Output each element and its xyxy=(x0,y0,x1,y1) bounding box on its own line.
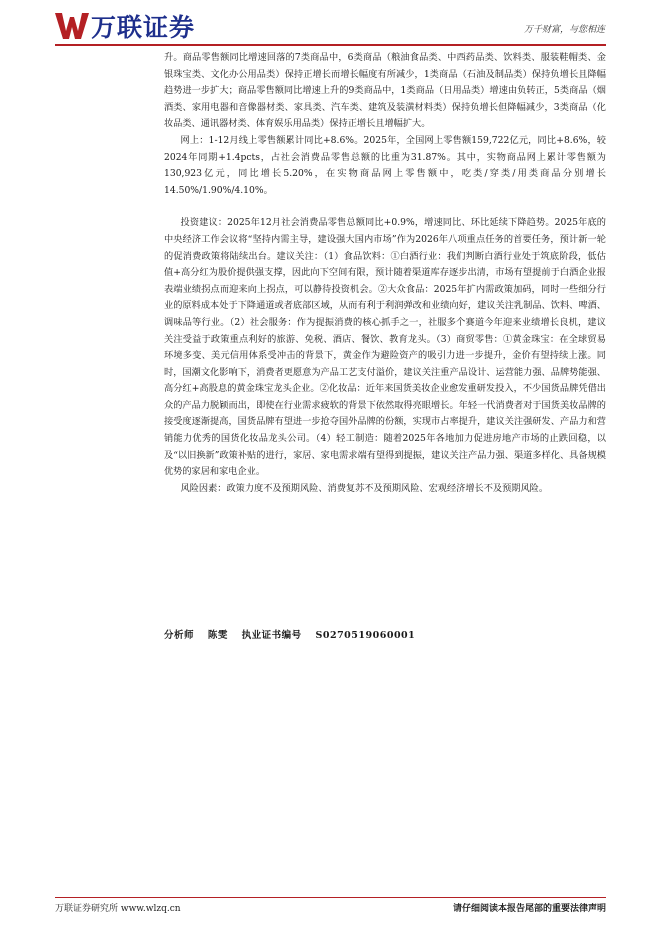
header-divider xyxy=(55,44,606,46)
paragraph-spacer xyxy=(164,199,606,215)
company-name: 万联证券 xyxy=(91,13,196,42)
footer-disclaimer: 请仔细阅读本报告尾部的重要法律声明 xyxy=(452,904,606,914)
company-logo xyxy=(55,10,195,42)
analyst-role-label: 分析师 xyxy=(164,630,195,641)
analyst-name: 陈雯 xyxy=(207,630,228,641)
analyst-cert-label: 执业证书编号 xyxy=(241,630,302,641)
report-body xyxy=(164,50,606,497)
paragraph-risk-factors: 风险因素：政策力度不及预期风险、消费复苏不及预期风险、宏观经济增长不及预期风险。 xyxy=(180,482,549,494)
footer-divider xyxy=(55,897,606,898)
paragraph-investment-advice: 投资建议：2025年12月社会消费品零售总额同比+0.9%，增速同比、环比延续下降趋势。2025年底的中央经济工作会议将“坚持内需主导，建设强大国内市场”作为2026年八项重点任务的首要任务，预计新一轮的促消费政策将陆续出台。建议关注：（1）食品饮料：①白酒行业：我们判断白酒行业处于筑底阶段，低估值+高分红为股价提供强支撑，因此向下空间有限，预计随着渠道库存逐步出清，市场有望提前于白酒企业报表端业绩拐点而迎来向上拐点，可以静待投资机会。②大众食品：2025年扩内需政策加码，同时一些细分行业的原料成本处于下降通道或者底部区域，从而有利于利润弹改和业绩向好，建议关注乳制品、饮料、啤酒、调味品等行业。（2）社会服务：作为提振消费的核心抓手之一，社服多个赛道今年迎来业绩增长良机，建议关注受益于政策重点利好的旅游、免税、酒店、餐饮、教育龙头。（3）商贸零售：①黄金珠宝：在全球贸易环境多变、美元信用体系受冲击的背景下，黄金作为避险资产的吸引力进一步提升，金价有望持续上涨。同时，国潮文化影响下，消费者更愿意为产品工艺支付溢价，建议关注重产品设计、运营能力强、品牌势能强、高分红+高股息的黄金珠宝龙头企业。②化妆品：近年来国货美妆企业愈发重研发投入，不少国货品牌凭借出众的产品力脱颖而出，即使在行业需求疲软的背景下依然取得亮眼增长。年轻一代消费者对于国货美妆品牌的接受度逐渐提高，国货品牌有望进一步抢夺国外品牌的份额，实现市占率提升，建议关注强研发、产品力和营销能力优秀的国货化妆品龙头公司。（4）轻工制造：随着2025年各地加力促进房地产市场的止跌回稳，以及“以旧换新”政策补贴的进行，家居、家电需求端有望得到提振，建议关注产品力强、渠道多样化、具备规模优势的家居和家电企业。 xyxy=(164,217,606,478)
paragraph-online-sales: 网上：1-12月线上零售额累计同比+8.6%。2025年，全国网上零售额159,722亿元，同比+8.6%，较2024年同期+1.4pcts，占社会消费品零售总额的比重为31.87%。其中，实物商品网上累计零售额为130,923亿元，同比增长5.20%，在实物商品网上零售额中，吃类/穿类/用类商品分别增长14.50%/1.90%/4.10%。 xyxy=(164,134,606,196)
paragraph-retail-categories: 升。商品零售额同比增速回落的7类商品中，6类商品（粮油食品类、中西药品类、饮料类、服装鞋帽类、金银珠宝类、文化办公用品类）保持正增长而增长幅度有所减少，1类商品（石油及制品类）保持负增长且降幅趋势进一步扩大；商品零售额同比增速上升的9类商品中，1类商品（日用品类）增速由负转正，5类商品（烟酒类、家用电器和音像器材类、家具类、汽车类、建筑及装潢材料类）保持负增长但降幅减少，3类商品（化妆品类、通讯器材类、体育娱乐用品类）保持正增长且增幅扩大。 xyxy=(164,52,606,130)
footer-institute: 万联证券研究所 www.wlzq.cn xyxy=(55,904,181,914)
analyst-cert-number: S0270519060001 xyxy=(315,630,416,641)
page-header xyxy=(55,10,605,42)
company-slogan: 万千财富，与您相连 xyxy=(523,25,605,35)
wanlian-logo-icon xyxy=(55,11,89,41)
analyst-info xyxy=(164,627,425,641)
